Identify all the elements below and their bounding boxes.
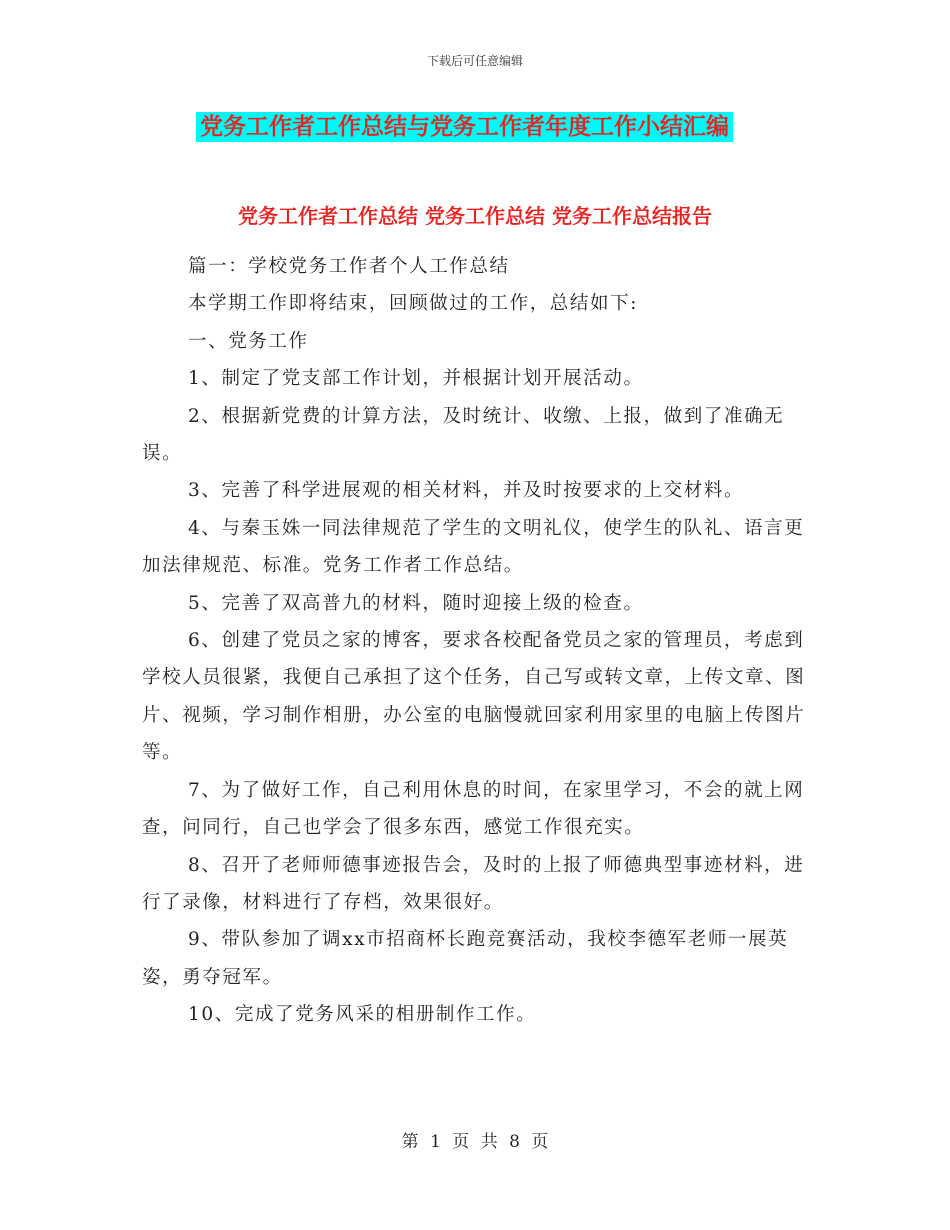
page-number-footer: 第 1 页 共 8 页: [401, 1132, 549, 1152]
paragraph-item-1: 1、制定了党支部工作计划，并根据计划开展活动。: [188, 368, 644, 390]
paragraph-item-9: 9、带队参加了调xx市招商杯长跑竞赛活动，我校李德军老师一展英姿，勇夺冠军。: [142, 929, 789, 988]
paragraph-item-6: 6、创建了党员之家的博客，要求各校配备党员之家的管理员，考虑到学校人员很紧，我便自己承担了这个任务，自己写或转文章，上传文章、图片、视频，学习制作相册，办公室的电脑慢就回家利用家里的电脑上传图片等。: [142, 630, 806, 764]
document-title: 党务工作者工作总结与党务工作者年度工作小结汇编: [196, 112, 733, 142]
paragraph-item-2: 2、根据新党费的计算方法，及时统计、收缴、上报，做到了准确无误。: [142, 405, 785, 465]
document-subtitle: 党务工作者工作总结 党务工作总结 党务工作总结报告: [238, 204, 712, 228]
paragraph-section-heading: 篇一：学校党务工作者个人工作总结: [188, 256, 510, 277]
paragraph-item-4: 4、与秦玉姝一同法律规范了学生的文明礼仪，使学生的队礼、语言更加法律规范、标准。党务工作者工作总结。: [142, 517, 805, 577]
paragraph-item-8: 8、召开了老师师德事迹报告会，及时的上报了师德典型事迹材料，进行了录像，材料进行了存档，效果很好。: [142, 854, 805, 913]
paragraph-part-heading: 一、党务工作: [188, 330, 309, 352]
document-body: [142, 248, 822, 1034]
paragraph-item-3: 3、完善了科学进展观的相关材料，并及时按要求的上交材料。: [188, 480, 745, 502]
page-header-note: 下载后可任意编辑: [426, 54, 523, 68]
paragraph-item-10: 10、完成了党务风采的相册制作工作。: [188, 1004, 537, 1026]
paragraph-item-7: 7、为了做好工作，自己利用休息的时间，在家里学习，不会的就上网查，问同行，自己也学会了很多东西，感觉工作很充实。: [142, 779, 805, 839]
paragraph-item-5: 5、完善了双高普九的材料，随时迎接上级的检查。: [188, 592, 644, 614]
paragraph-intro: 本学期工作即将结束，回顾做过的工作，总结如下:: [188, 293, 639, 315]
